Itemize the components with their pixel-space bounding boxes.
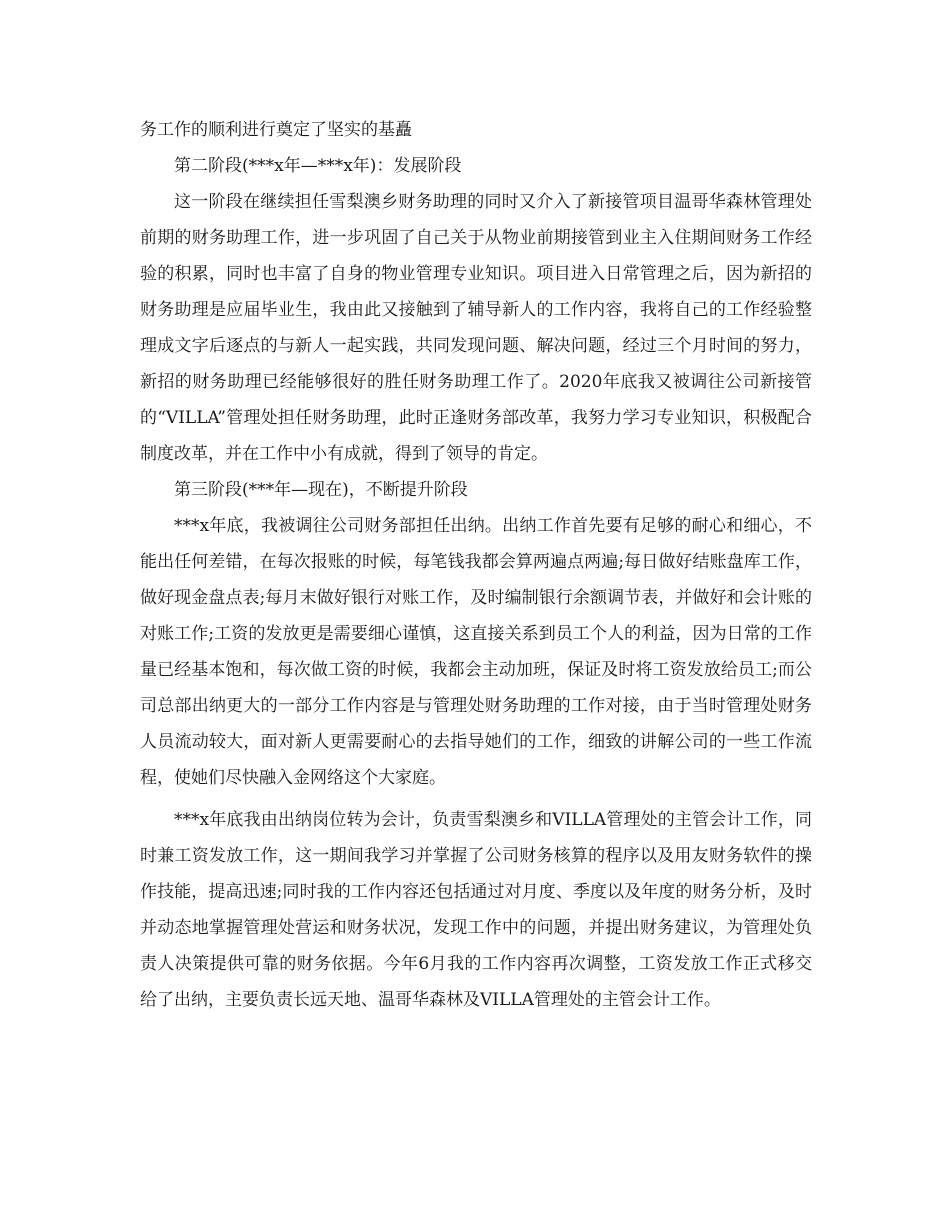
heading-stage-two: 第二阶段(***x年—***x年)：发展阶段 [174, 156, 462, 176]
document-body [140, 112, 812, 1018]
paragraph-cashier: ***x年底，我被调往公司财务部担任出纳。出纳工作首先要有足够的耐心和细心，不能出任何差错，在每次报账的时候，每笔钱我都会算两遍点两遍;每日做好结账盘库工作，做好现金盘点表;每月末做好银行对账工作，及时编制银行余额调节表，并做好和会计账的对账工作;工资的发放更是需要细心谨慎，这直接关系到员工个人的利益，因为日常的工作量已经基本饱和，每次做工资的时候，我都会主动加班，保证及时将工资发放给员工;而公司总部出纳更大的一部分工作内容是与管理处财务助理的工作对接，由于当时管理处财务人员流动较大，面对新人更需要耐心的去指导她们的工作，细致的讲解公司的一些工作流程，使她们尽快融入金网络这个大家庭。 [140, 516, 812, 788]
heading-stage-three: 第三阶段(***年—现在)，不断提升阶段 [174, 480, 468, 500]
paragraph-accountant: ***x年底我由出纳岗位转为会计，负责雪梨澳乡和VILLA管理处的主管会计工作，同时兼工资发放工作，这一期间我学习并掌握了公司财务核算的程序以及用友财务软件的操作技能，提高迅速;同时我的工作内容还包括通过对月度、季度以及年度的财务分析，及时并动态地掌握管理处营运和财务状况，发现工作中的问题，并提出财务建议，为管理处负责人决策提供可靠的财务依据。今年6月我的工作内容再次调整，工资发放工作正式移交给了出纳，主要负责长远天地、温哥华森林及VILLA管理处的主管会计工作。 [140, 810, 812, 1010]
paragraph-continuation: 务工作的顺利进行奠定了坚实的基矗 [140, 120, 412, 140]
paragraph-stage-two: 这一阶段在继续担任雪梨澳乡财务助理的同时又介入了新接管项目温哥华森林管理处前期的财务助理工作，进一步巩固了自己关于从物业前期接管到业主入住期间财务工作经验的积累，同时也丰富了自身的物业管理专业知识。项目进入日常管理之后，因为新招的财务助理是应届毕业生，我由此又接触到了辅导新人的工作内容，我将自己的工作经验整理成文字后逐点的与新人一起实践，共同发现问题、解决问题，经过三个月时间的努力，新招的财务助理已经能够很好的胜任财务助理工作了。2020年底我又被调往公司新接管的“VILLA”管理处担任财务助理，此时正逢财务部改革，我努力学习专业知识，积极配合制度改革，并在工作中小有成就，得到了领导的肯定。 [140, 192, 812, 464]
